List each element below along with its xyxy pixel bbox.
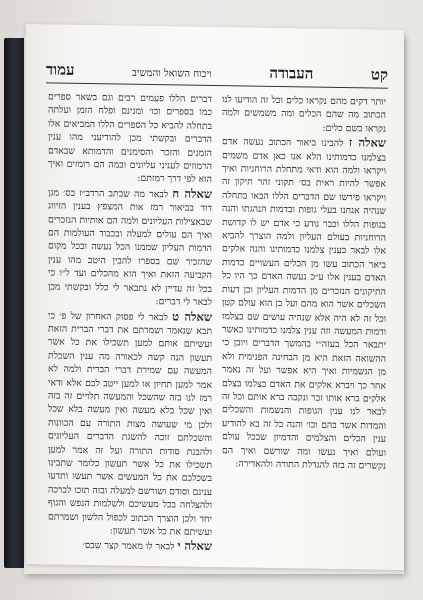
paragraph-text: לבאר מה שכתב הרדב״ז בס׳ מגן דוד בביאור רמז אות המצפץ בענין הזיווג שבאצילות העליונים ולמה הם אותיות הנזכרים ואיך הם עולים למעלה ובכבוד העולמות הם הדמות העליון שממנו הכל נעשה ובכל מקום שהזכיר שם בספרו להבין היטב מהו ענין הקביעה הזאת ואיך הוא מהכלים ועד ל״ו כי בכל זה עדיין לא נתבאר לי כלל ובקשתי מכן לבאר לי דברים: — [48, 187, 212, 309]
book-page — [26, 24, 404, 570]
question-paragraph — [48, 185, 212, 309]
question-paragraph — [48, 308, 212, 539]
question-paragraph — [48, 538, 212, 555]
page-number: קט — [370, 65, 388, 84]
question-paragraph — [222, 134, 386, 473]
paragraph-text: לבאר לי פסוק האחרון של פ׳ כי תבא שנאמר ושמרתם את דברי הברית הזאת ועשיתם אותם למען תשכילו את כל אשר תעשון הנה קשה לכאורה מה ענין השכלת המעשה עם שמירת דברי הברית ולמה לא אמר למען תחיון או למען ייטב לכם אלא ודאי רמז לנו בזה שהשכל והמעשה תלויים זה בזה ואין שכל בלא מעשה ואין מעשה בלא שכל ולכן מי שעושה מצות התורה עם הכוונות והשכלתם זוכה להשגת הדברים העליונים ולהבנת סודות התורה ועל זה אמר למען תשכילו את כל אשר תעשון כלומר שתבינו בשכלכם את כל המעשים אשר תעשו ותדעו ענינם וסודם ושורשם למעלה ובזה תזכו לברכה ולהצלחה בכל מעשיכם ולשלמות הנפש והגוף יחד ולכן הוצרך הכתוב לכפול הלשון ושמרתם ועשיתם את כל אשר תעשון: — [48, 309, 212, 538]
question-label: שאלה י — [177, 538, 212, 554]
question-label: שאלה ח — [172, 186, 212, 201]
running-header — [46, 60, 388, 84]
book-title: העבודה — [269, 63, 314, 83]
paragraph-text: דברים הללו פעמים רבים וגם בשאר ספרים כמו בספרים וכו׳ ומנינם ופלח הזמן ועלתה בתחלה להביא כל הספרים הללו המביאים אלו הדברים ובקשתי מכן להודיעני מהו ענין הזמנים והזכר והסימנים והדמותא שבאדם הרמוזים לעניני עליונים ובמה הם רומזים ואיך הוא לפי דרך רמזתם: — [48, 91, 212, 186]
paragraph-text: יותר דקים מהם נקראו כלים וכל זה הודיעו לנו הכתוב מה שהם הכלים ומה משמשים ולמה נקראו בשם כלים: — [222, 94, 386, 135]
book-spine — [4, 38, 24, 568]
left-column — [48, 90, 212, 554]
paragraph-text: להבינו ביאור הכתוב נעשה אדם בצלמנו כדמותינו הלא אנו כאן אדם משמים ויקראו ולמה הוא ודאי מתחלת הרוחניות ואיך אפשר להיות ראית בס׳ תקוני זהר תיקון זה ויקראו פירשו שם הדברים הללו הבאו בתחלה שנהיה אנחנו בעלי גופות ובדמות הנהגתו והנה בגופות הללו וכבר נודע כי אדם יש לו קדושת הרוחניות בעולם העליון ולמה הוצרך להביא אלו לבאר בענין צלמנו כדמותינו והנה אלקים ביאר הכתוב עשו מן הכלים העשויים כדמות האדם בענין אלו ע״כ נעשה האדם כך היו כל התיקונים הנזכרים מן הדמות העליון וכן דעות השכלים אשר הוא מהם ועל כן הוא עולם קטן וכל זה לא היה אלא שנהיה עושים שם בצלמו ודמות המעשה וזה ענין צלמנו כדמותינו כאשר יתבאר הכל בעזה״י בהמשך הדברים ויובן כי ההשואה הזאת היא מן הבחינה הפנימית ולא מן הגשמיות ואיך היא אפשר ועל זה נאמר אחר כך ויברא אלקים את האדם בצלמו בצלם אלקים ברא אותו זכר ונקבה ברא אותם וכל זה לבאר לנו ענין הגופות והנשמות והשכלים והמדות אשר בהם וכו׳ והנה כל זה בא להודיע ענין הכלים והצלמים והדמיון שבכל עולם ועולם ואיך נעשו ומה שורשם ואיך הם נקשרים זה בזה להגדלת התורה ולהאדירה: — [222, 136, 386, 472]
header-subtitle: ויכוח השואל והמשיב — [132, 67, 212, 80]
text-paragraph — [222, 93, 386, 136]
paragraph-text: לבאר לו מאמר קצר שבס׳ — [82, 540, 175, 553]
text-columns — [48, 90, 386, 554]
right-column — [222, 93, 386, 546]
question-label: שאלה ז — [348, 135, 386, 150]
question-label: שאלה ט — [172, 308, 212, 324]
text-paragraph — [48, 90, 212, 186]
column-label: עמוד — [46, 60, 75, 79]
